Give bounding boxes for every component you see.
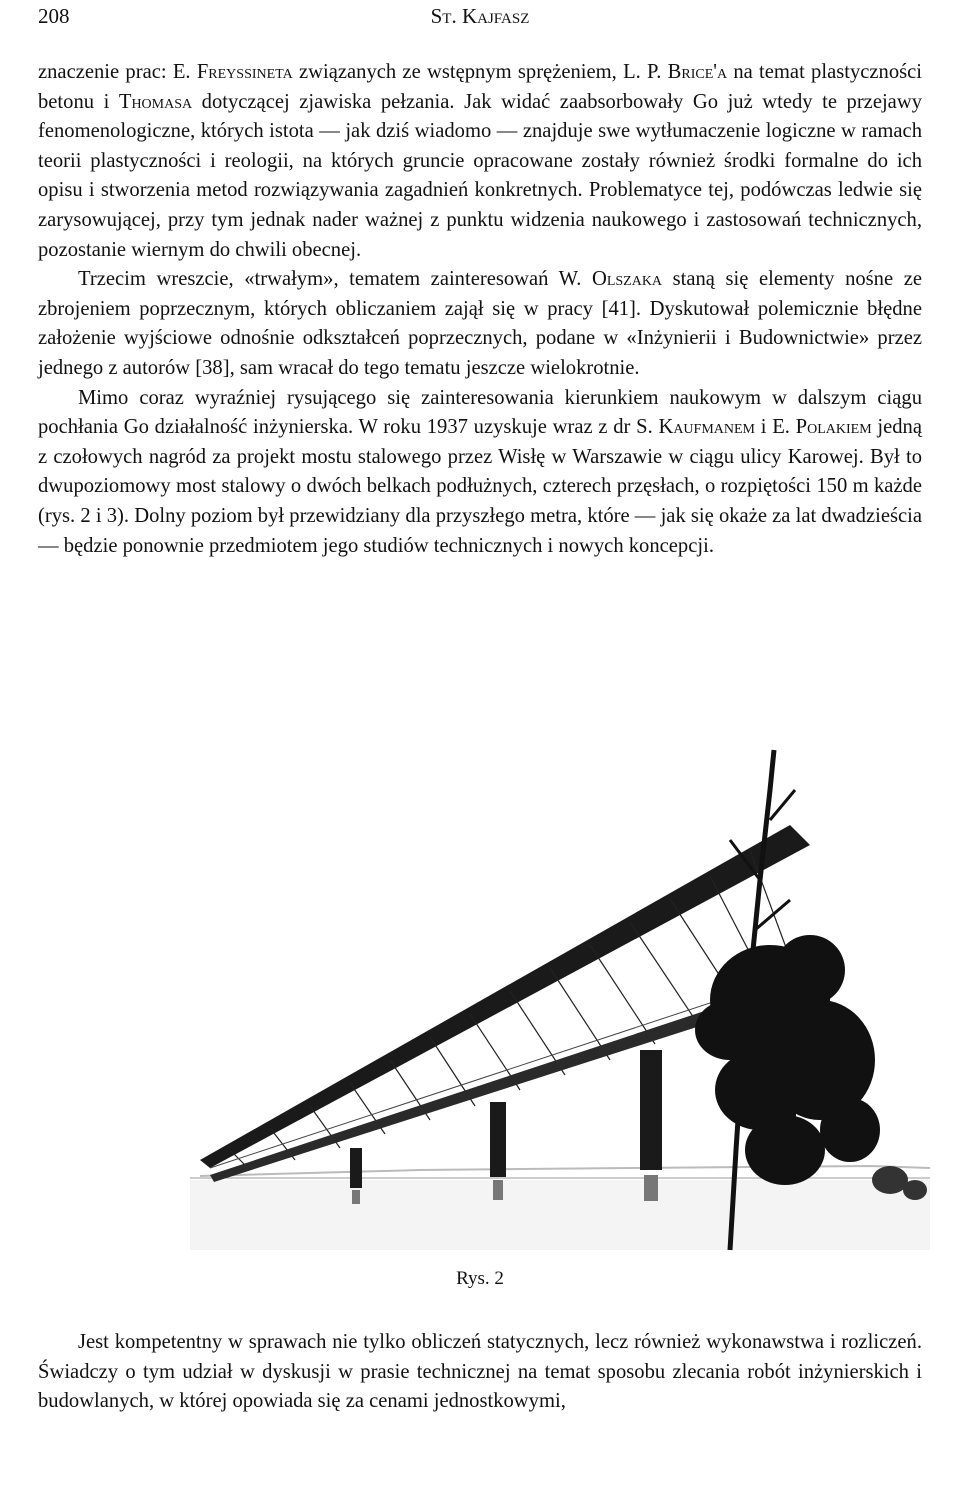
paragraph: Jest kompetentny w sprawach nie tylko obliczeń statycznych, lecz również wykonawstwa i rozliczeń. Świadczy o tym udział w dyskusji w prasie technicznej na temat sposobu zlecania robót inżynierskich i budowlanych, w której opowiada się za cenami jednostkowymi, bbox=[38, 1331, 922, 1413]
body-text-bottom bbox=[38, 1328, 922, 1417]
paragraph bbox=[38, 58, 922, 265]
person-name: Polakiem bbox=[795, 416, 872, 439]
text-run: i E. bbox=[755, 416, 796, 439]
figure-caption: Rys. 2 bbox=[456, 1268, 504, 1289]
person-name: Freyssineta bbox=[196, 61, 293, 83]
paragraph bbox=[38, 265, 922, 383]
person-name: Olszaka bbox=[591, 268, 663, 291]
person-name: Brice'a bbox=[667, 61, 728, 83]
far-shore bbox=[200, 1166, 930, 1176]
text-run: jedną z czołowych nagród za projekt mostu stalowego przez Wisłę w Warszawie w ciągu ulicy Karowej. Był to dwupoziomowy most stalowy o dwóch belkach podłużnych, czterech przęsłach, o rozpiętości 150 m każde (rys. 2 i 3). Dolny poziom był przewidziany dla przyszłego metra, które — jak się okaże za lat dwadzieścia — będzie ponownie przedmiotem jego studiów technicznych i nowych koncepcji. bbox=[38, 416, 922, 557]
page-number: 208 bbox=[38, 4, 70, 28]
text-run: na temat plastyczności betonu i bbox=[38, 61, 922, 113]
text-run: Mimo coraz wyraźniej rysującego się zainteresowania kierunkiem naukowym w dalszym ciągu pochłania Go działalność inżynierska. W roku 1937 uzyskuje wraz z dr S. bbox=[38, 386, 922, 439]
text-run: dotyczącej zjawiska pełzania. Jak widać zaabsorbowały Go już wtedy te przejawy fenomenologiczne, których istota — jak dziś wiadomo — znajduje swe wytłumaczenie logiczne w ramach teorii plastyczności i reologii, na których gruncie opracowane zostały również środki formalne do ich opisu i stworzenia metod rozwiązywania zagadnień konkretnych. Problematyce tej, podówczas ledwie się zarysowującej, przy tym jednak nader ważnej z punktu widzenia naukowego i zastosowań technicznych, pozostanie wiernym do chwili obecnej. bbox=[38, 90, 922, 261]
person-name: Kaufmanem bbox=[658, 416, 756, 439]
paragraph bbox=[38, 384, 922, 562]
bridge-figure bbox=[170, 730, 960, 1260]
text-run: znaczenie prac: E. bbox=[38, 61, 197, 83]
text-run: Trzecim wreszcie, «trwałym», tematem zainteresowań W. bbox=[78, 268, 592, 291]
person-name: Thomasa bbox=[118, 90, 193, 113]
bridge-illustration bbox=[170, 730, 960, 1260]
text-run: staną się elementy nośne ze zbrojeniem poprzecznym, których obliczaniem zajął się w pracy [41]. Dyskutował polemicznie błędne założenie wyjściowe odnośnie odkształceń poprzecznych, podane w «Inżynierii i Budownictwie» przez jednego z autorów [38], sam wracał do tego tematu jeszcze wielokrotnie. bbox=[38, 268, 922, 379]
text-run: związanych ze wstępnym sprężeniem, L. P. bbox=[292, 61, 668, 83]
tree-foliage bbox=[695, 935, 880, 1185]
page-header bbox=[38, 4, 922, 34]
body-text-top bbox=[38, 58, 922, 561]
water-area bbox=[190, 1180, 930, 1250]
running-head: St. Kajfasz bbox=[430, 4, 530, 28]
